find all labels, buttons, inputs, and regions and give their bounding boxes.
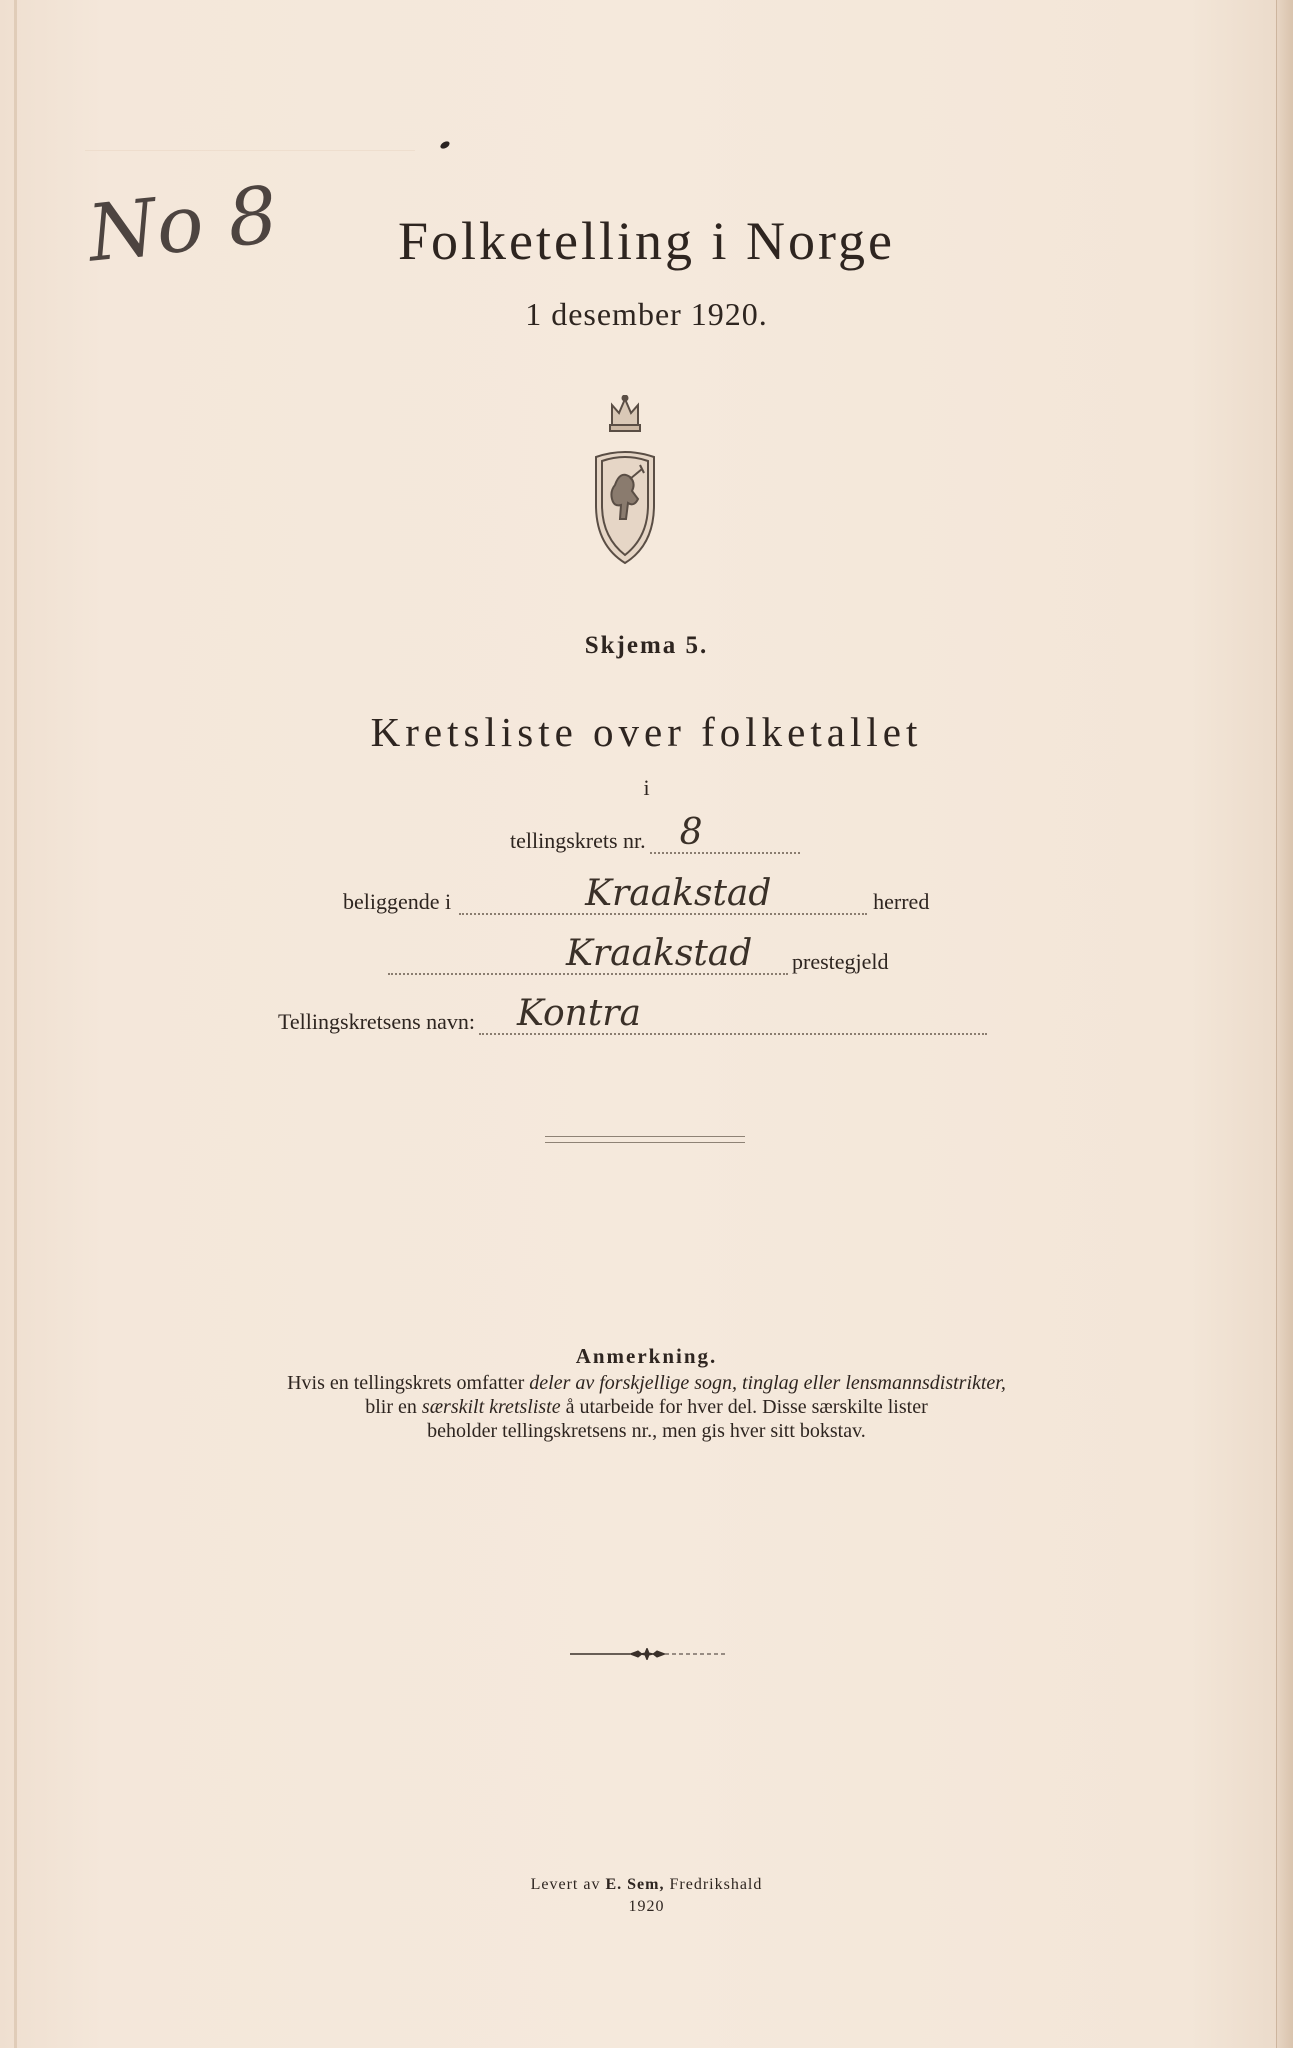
note-line-2-italic: særskilt kretsliste [421,1396,561,1418]
herred-field [459,873,867,915]
printer-year: 1920 [628,1898,665,1915]
navn-field [479,993,987,1035]
prestegjeld-label: prestegjeld [792,949,889,974]
coat-of-arms-icon [590,395,660,567]
document-date: 1 desember 1920. [525,296,768,332]
list-title: Kretsliste over folketallet [370,709,923,755]
form-number: Skjema 5. [584,632,709,659]
section-divider [545,1136,745,1143]
navn-label: Tellingskretsens navn: [278,1009,476,1034]
navn-value: Kontra [517,993,641,1034]
prestegjeld-field [388,933,788,975]
note-line-3: beholder tellingskretsens nr., men gis hver sitt bokstav. [427,1420,866,1442]
beliggende-label: beliggende i [343,889,452,914]
tellingskrets-field [650,812,800,854]
herred-label: herred [873,889,930,914]
handwritten-number-mark: No 8 [83,170,282,280]
ink-spot [439,140,451,150]
connector-word: i [643,775,650,800]
note-line-2-text-a: blir en [365,1396,422,1418]
note-line-1-italic: deler av forskjellige sogn, tinglag eller lensmannsdistrikter, [529,1372,1006,1394]
document-title: Folketelling i Norge [398,211,895,271]
tellingskrets-row [510,812,800,854]
note-line-1 [0,1371,1293,1395]
note-line-2-text-b: å utarbeide for hver del. Disse særskilte lister [560,1396,928,1418]
note-line-1-text: Hvis en tellingskrets omfatter [287,1372,530,1394]
note-heading: Anmerkning. [575,1344,718,1368]
ornament-divider-icon [570,1648,725,1660]
tellingskrets-value: 8 [679,812,703,853]
note-line-2 [0,1395,1293,1419]
bleed-through-line [85,128,415,151]
tellingskrets-label: tellingskrets nr. [510,828,646,853]
printer-place: Fredrikshald [664,1876,763,1893]
prestegjeld-row [388,933,889,975]
printer-prefix: Levert av [530,1876,606,1893]
herred-row [343,873,930,915]
herred-value: Kraakstad [585,873,772,914]
prestegjeld-value: Kraakstad [566,933,753,974]
printer-name: E. Sem, [605,1876,665,1893]
navn-row [278,993,987,1035]
printer-credit [0,1876,1293,1894]
